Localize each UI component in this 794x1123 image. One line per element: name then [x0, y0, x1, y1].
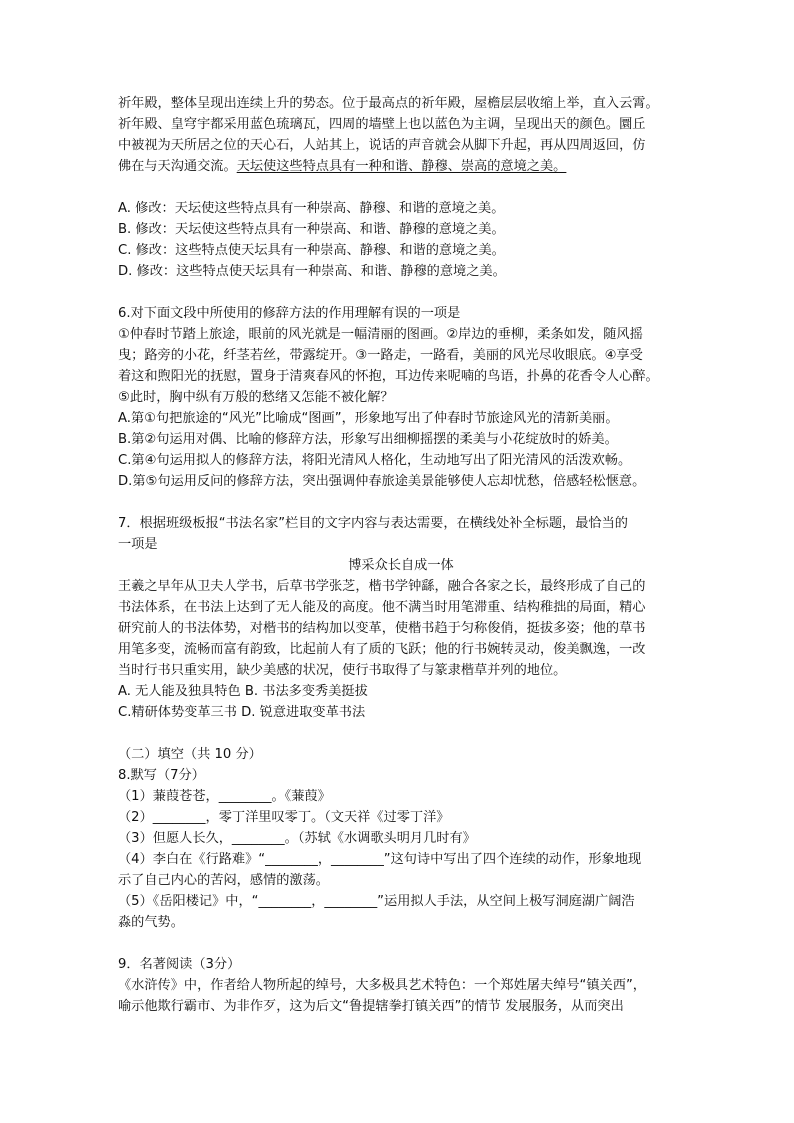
passage-line-last [118, 156, 684, 177]
passage-heading: 博采众长自成一体 [348, 558, 454, 573]
passage-line: 祈年殿，整体呈现出连续上升的势态。位于最高点的祈年殿，屋檐层层收缩上举，直入云霄。 [118, 96, 659, 111]
underlined-sentence: 天坛使这些特点具有一种和谐、静穆、崇高的意境之美。 [236, 159, 567, 174]
passage-line: 喻示他欺行霸市、为非作歹，这为后文“鲁提辖拳打镇关西”的情节 发展服务，从而突出 [118, 999, 624, 1014]
passage-line: 当时行书只重实用，缺少美感的状况，使行书取得了与篆隶楷草并列的地位。 [118, 663, 567, 678]
passage-line: 中被视为天所居之位的天心石，人站其上，说话的声音就会从脚下升起，再从四周返回，仿 [118, 138, 646, 153]
passage-line: 《水浒传》中，作者给人物所起的绰号，大多极具艺术特色：一个郑姓屠夫绰号“镇关西”， [118, 978, 646, 993]
fill-item: （2）________，零丁洋里叹零丁。（文天祥《过零丁洋》 [118, 810, 450, 825]
question-9 [118, 954, 684, 1017]
option-c: C.第④句运用拟人的修辞方法，将阳光清风人格化，生动地写出了阳光清风的活泼欢畅。 [118, 453, 632, 468]
q5-options [118, 198, 684, 282]
passage-line: 用笔多变，流畅而富有韵致，比起前人有了质的飞跃；他的行书婉转灵动，俊美飘逸，一改 [118, 642, 646, 657]
section-2 [118, 744, 684, 933]
fill-item: （4）李白在《行路难》“________，________”这句诗中写出了四个连续的动作，形象地现 [118, 852, 642, 867]
spacer [118, 282, 684, 303]
option-a: A.第①句把旅途的“风光”比喻成“图画”，形象地写出了仲春时节旅途风光的清新美丽。 [118, 411, 619, 426]
option-d: D.第⑤句运用反问的修辞方法，突出强调仲春旅途美景能够使人忘却忧愁，倍感轻松惬意。 [118, 474, 646, 489]
passage-line: ⑤此时，胸中纵有万般的愁绪又怎能不被化解？ [118, 390, 394, 405]
question-title: 8.默写（7分） [118, 768, 205, 783]
spacer [118, 933, 684, 954]
passage-line: 曳；路旁的小花，纤茎若丝，带露绽开。③一路走，一路看，美丽的风光尽收眼底。④享受 [118, 348, 643, 363]
option-b: B.第②句运用对偶、比喻的修辞方法，形象写出细柳摇摆的柔美与小花绽放时的娇美。 [118, 432, 618, 447]
question-6 [118, 303, 684, 492]
question-title: 7．根据班级板报“书法名家”栏目的文字内容与表达需要，在横线处补全标题，最恰当的 [118, 516, 628, 531]
passage-text: 佛在与天沟通交流。 [118, 159, 237, 174]
passage-line: 着这和煦阳光的抚慰，置身于清爽春风的怀抱，耳边传来呢喃的鸟语，扑鼻的花香令人心醉。 [118, 369, 659, 384]
question-title: 6.对下面文段中所使用的修辞方法的作用理解有误的一项是 [118, 306, 461, 321]
fill-item: 淼的气势。 [118, 915, 184, 930]
passage-q5 [118, 93, 684, 177]
passage-line: 祈年殿、皇穹宇都采用蓝色琉璃瓦，四周的墙壁上也以蓝色为主调，呈现出天的颜色。圜丘 [118, 117, 646, 132]
options-ab: A. 无人能及独具特色 B. 书法多变秀美挺拔 [118, 684, 368, 699]
section-heading: （二）填空（共 10 分） [118, 747, 262, 762]
passage-line: ①仲春时节踏上旅途，眼前的风光就是一幅清丽的图画。②岸边的垂柳，柔条如发，随风摇 [118, 327, 643, 342]
fill-item: 示了自己内心的苦闷，感情的激荡。 [118, 873, 329, 888]
option-d: D. 修改：这些特点使天坛具有一种崇高、和谐、静穆的意境之美。 [118, 264, 506, 279]
option-b: B. 修改：天坛使这些特点具有一种崇高、和谐、静穆的意境之美。 [118, 222, 505, 237]
option-a: A. 修改：天坛使这些特点具有一种崇高、静穆、和谐的意境之美。 [118, 201, 505, 216]
spacer [118, 492, 684, 513]
passage-line: 研究前人的书法体势，对楷书的结构加以变革，使楷书趋于匀称俊俏，挺拔多姿；他的草书 [118, 621, 646, 636]
spacer [118, 723, 684, 744]
fill-item: （5）《岳阳楼记》中，“________，________”运用拟人手法，从空间上极写洞庭湖广阔浩 [118, 894, 635, 909]
question-title: 一项是 [118, 537, 158, 552]
fill-item: （1）蒹葭苍苍，________。《蒹葭》 [118, 789, 331, 804]
passage-line: 书法体系，在书法上达到了无人能及的高度。他不满当时用笔滞重、结构稚拙的局面，精心 [118, 600, 646, 615]
passage-line: 王羲之早年从卫夫人学书，后草书学张芝，楷书学钟繇，融合各家之长，最终形成了自己的 [118, 579, 646, 594]
exam-page [118, 93, 684, 1017]
spacer [118, 177, 684, 198]
options-cd: C.精研体势变革三书 D. 锐意进取变革书法 [118, 705, 366, 720]
question-7 [118, 513, 684, 723]
fill-item: （3）但愿人长久，________。（苏轼《水调歌头明月几时有》 [118, 831, 476, 846]
question-title: 9．名著阅读（3分） [118, 957, 241, 972]
option-c: C. 修改：这些特点使天坛具有一种崇高、静穆、和谐的意境之美。 [118, 243, 505, 258]
